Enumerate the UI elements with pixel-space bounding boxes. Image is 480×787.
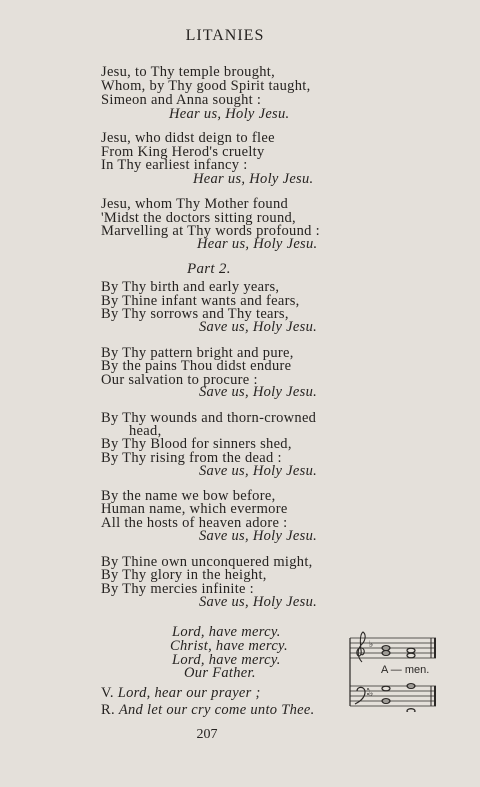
- verse-line: Our salvation to procure :: [101, 372, 258, 388]
- response-label: R.: [101, 702, 115, 718]
- verse-line: By Thine own unconquered might,: [101, 554, 313, 570]
- kyrie-line: Lord, have mercy.: [172, 624, 281, 640]
- verse-line: By Thy rising from the dead :: [101, 450, 282, 466]
- verse-line: head,: [129, 423, 162, 439]
- verse-line: By the name we bow before,: [101, 488, 276, 504]
- verse-line: Marvelling at Thy words profound :: [101, 223, 320, 239]
- response: [101, 702, 315, 719]
- refrain-line: Hear us, Holy Jesu.: [169, 106, 290, 122]
- verse-line: By Thy glory in the height,: [101, 567, 267, 583]
- page-number: 207: [196, 727, 218, 742]
- refrain-line: Save us, Holy Jesu.: [199, 463, 318, 479]
- music-staff-icon: [348, 628, 440, 712]
- refrain-line: Save us, Holy Jesu.: [199, 528, 318, 544]
- response-text: And let our cry come unto Thee.: [118, 702, 315, 718]
- verse-line: Jesu, who didst deign to flee: [101, 130, 275, 146]
- versicle-label: V.: [101, 685, 114, 701]
- verse-line: By the pains Thou didst endure: [101, 358, 292, 374]
- verse-line: Human name, which evermore: [101, 501, 288, 517]
- amen-music-notation: [348, 628, 440, 712]
- verse-line: By Thy wounds and thorn-crowned: [101, 410, 317, 426]
- verse-line: Jesu, whom Thy Mother found: [101, 196, 289, 212]
- refrain-line: Save us, Holy Jesu.: [199, 319, 318, 335]
- refrain-line: Save us, Holy Jesu.: [199, 594, 318, 610]
- verse-line: Whom, by Thy good Spirit taught,: [101, 78, 311, 94]
- verse-line: 'Midst the doctors sitting round,: [101, 210, 296, 226]
- page-title: LITANIES: [185, 27, 265, 44]
- refrain-line: Save us, Holy Jesu.: [199, 384, 318, 400]
- versicle-text: Lord, hear our prayer ;: [117, 685, 261, 701]
- kyrie-line: Lord, have mercy.: [172, 652, 281, 668]
- amen-label: A — men.: [381, 664, 430, 676]
- versicle: [101, 685, 261, 702]
- svg-text:♭: ♭: [369, 640, 374, 650]
- verse-line: By Thy mercies infinite :: [101, 581, 255, 597]
- verse-line: Simeon and Anna sought :: [101, 92, 262, 108]
- kyrie-line: Christ, have mercy.: [170, 638, 288, 654]
- verse-line: Jesu, to Thy temple brought,: [101, 64, 276, 80]
- refrain-line: Hear us, Holy Jesu.: [197, 236, 318, 252]
- refrain-line: Hear us, Holy Jesu.: [193, 171, 314, 187]
- verse-line: By Thy sorrows and Thy tears,: [101, 306, 289, 322]
- verse-line: From King Herod's cruelty: [101, 144, 265, 160]
- verse-line: In Thy earliest infancy :: [101, 157, 248, 173]
- verse-line: By Thy birth and early years,: [101, 279, 280, 295]
- verse-line: All the hosts of heaven adore :: [101, 515, 288, 531]
- svg-text:♭: ♭: [369, 689, 374, 699]
- verse-line: By Thy Blood for sinners shed,: [101, 436, 292, 452]
- kyrie-line: Our Father.: [184, 665, 256, 681]
- verse-line: By Thy pattern bright and pure,: [101, 345, 294, 361]
- part-heading: Part 2.: [187, 261, 231, 277]
- verse-line: By Thine infant wants and fears,: [101, 293, 300, 309]
